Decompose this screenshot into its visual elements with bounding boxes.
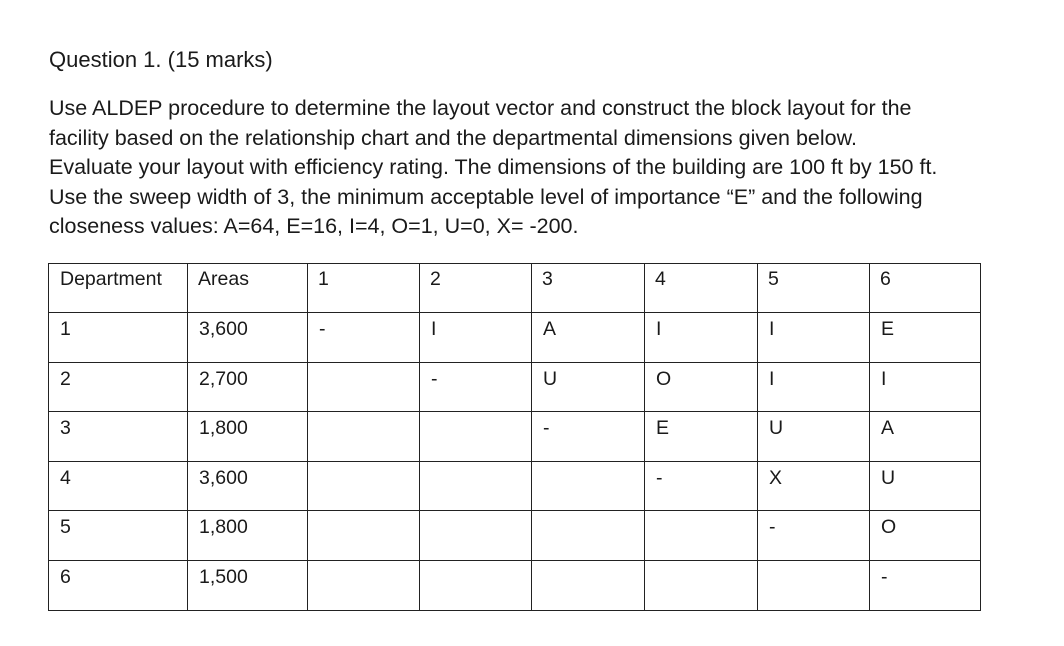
- question-line: Use ALDEP procedure to determine the layout vector and construct the block layout for the: [49, 96, 912, 120]
- table-row: [49, 313, 981, 363]
- relationship-cell: I: [420, 313, 532, 363]
- relationship-cell: [420, 560, 532, 610]
- area-cell: 3,600: [188, 313, 308, 363]
- relationship-cell: E: [870, 313, 981, 363]
- table-row: [49, 412, 981, 462]
- relationship-cell: [420, 511, 532, 561]
- relationship-cell: I: [645, 313, 758, 363]
- relationship-cell: A: [870, 412, 981, 462]
- question-body: [49, 94, 1019, 242]
- relationship-cell: I: [758, 313, 870, 363]
- relationship-cell: [308, 412, 420, 462]
- relationship-cell: [308, 362, 420, 412]
- column-header-dept-2: 2: [420, 264, 532, 313]
- table-row: [49, 461, 981, 511]
- relationship-cell: I: [758, 362, 870, 412]
- relationship-chart-table: [48, 263, 981, 611]
- column-header-dept-6: 6: [870, 264, 981, 313]
- relationship-cell: U: [532, 362, 645, 412]
- department-cell: 5: [49, 511, 188, 561]
- column-header-dept-1: 1: [308, 264, 420, 313]
- column-header-department: Department: [49, 264, 188, 313]
- area-cell: 1,800: [188, 412, 308, 462]
- area-cell: 3,600: [188, 461, 308, 511]
- relationship-cell: [308, 461, 420, 511]
- relationship-cell: [645, 511, 758, 561]
- department-cell: 3: [49, 412, 188, 462]
- relationship-cell: [308, 560, 420, 610]
- relationship-cell: U: [758, 412, 870, 462]
- area-cell: 1,800: [188, 511, 308, 561]
- area-cell: 2,700: [188, 362, 308, 412]
- department-cell: 6: [49, 560, 188, 610]
- relationship-cell: [645, 560, 758, 610]
- relationship-cell: O: [870, 511, 981, 561]
- question-line: Evaluate your layout with efficiency rating. The dimensions of the building are 100 ft by 150 ft.: [49, 155, 938, 180]
- relationship-cell: -: [870, 560, 981, 610]
- relationship-cell: [532, 560, 645, 610]
- question-line: closeness values: A=64, E=16, I=4, O=1, U=0, X= -200.: [49, 214, 579, 239]
- area-cell: 1,500: [188, 560, 308, 610]
- relationship-cell: O: [645, 362, 758, 412]
- relationship-cell: -: [758, 511, 870, 561]
- relationship-cell: U: [870, 461, 981, 511]
- relationship-cell: A: [532, 313, 645, 363]
- department-cell: 1: [49, 313, 188, 363]
- question-line: facility based on the relationship chart and the departmental dimensions given below.: [49, 125, 857, 150]
- table-row: [49, 362, 981, 412]
- relationship-cell: [532, 511, 645, 561]
- relationship-cell: [532, 461, 645, 511]
- relationship-cell: -: [420, 362, 532, 412]
- relationship-cell: -: [308, 313, 420, 363]
- question-line: Use the sweep width of 3, the minimum acceptable level of importance “E” and the following: [49, 184, 923, 209]
- relationship-cell: -: [532, 412, 645, 462]
- relationship-cell: E: [645, 412, 758, 462]
- department-cell: 4: [49, 461, 188, 511]
- relationship-cell: I: [870, 362, 981, 412]
- table-header-row: [49, 264, 981, 313]
- relationship-cell: [420, 461, 532, 511]
- table-row: [49, 511, 981, 561]
- relationship-cell: [308, 511, 420, 561]
- column-header-dept-4: 4: [645, 264, 758, 313]
- relationship-cell: [758, 560, 870, 610]
- relationship-cell: X: [758, 461, 870, 511]
- column-header-dept-5: 5: [758, 264, 870, 313]
- column-header-areas: Areas: [188, 264, 308, 313]
- table-row: [49, 560, 981, 610]
- column-header-dept-3: 3: [532, 264, 645, 313]
- relationship-cell: -: [645, 461, 758, 511]
- department-cell: 2: [49, 362, 188, 412]
- question-heading: Question 1. (15 marks): [49, 47, 273, 72]
- relationship-cell: [420, 412, 532, 462]
